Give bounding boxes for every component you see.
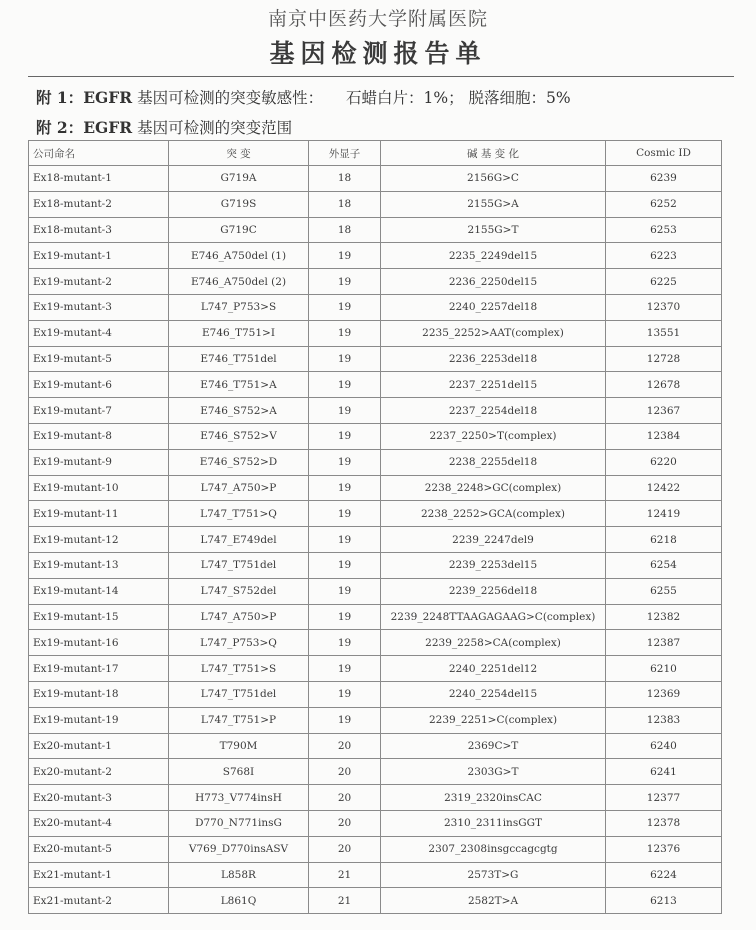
cell-company-name: Ex19-mutant-15: [29, 604, 169, 630]
cell-exon: 20: [309, 785, 381, 811]
table-row: [29, 475, 722, 501]
table-row: [29, 810, 722, 836]
cell-base-change: 2237_2254del18: [381, 398, 606, 424]
cell-mutation: L858R: [169, 862, 309, 888]
cell-exon: 19: [309, 243, 381, 269]
cell-base-change: 2310_2311insGGT: [381, 810, 606, 836]
cell-company-name: Ex20-mutant-5: [29, 836, 169, 862]
cell-cosmic-id: 12728: [606, 346, 722, 372]
cell-cosmic-id: 6255: [606, 578, 722, 604]
cell-exon: 20: [309, 810, 381, 836]
cell-exon: 19: [309, 269, 381, 295]
cell-exon: 19: [309, 501, 381, 527]
range-note: [36, 116, 292, 138]
mutation-table: [28, 140, 722, 914]
note2-text: 基因可检测的突变范围: [137, 119, 293, 137]
cell-exon: 18: [309, 191, 381, 217]
cell-mutation: L861Q: [169, 888, 309, 914]
cell-base-change: 2239_2251>C(complex): [381, 707, 606, 733]
table-row: [29, 681, 722, 707]
table-header-row: [29, 141, 722, 166]
cell-company-name: Ex19-mutant-9: [29, 449, 169, 475]
cell-exon: 19: [309, 604, 381, 630]
cell-company-name: Ex19-mutant-14: [29, 578, 169, 604]
cell-cosmic-id: 6223: [606, 243, 722, 269]
cell-base-change: 2239_2256del18: [381, 578, 606, 604]
cell-exon: 20: [309, 836, 381, 862]
cell-cosmic-id: 6240: [606, 733, 722, 759]
cell-base-change: 2155G>T: [381, 217, 606, 243]
cell-base-change: 2240_2254del15: [381, 681, 606, 707]
cell-company-name: Ex19-mutant-5: [29, 346, 169, 372]
cell-company-name: Ex20-mutant-1: [29, 733, 169, 759]
cell-exon: 19: [309, 707, 381, 733]
cell-mutation: L747_T751del: [169, 552, 309, 578]
cell-mutation: E746_T751del: [169, 346, 309, 372]
header-exon: 外显子: [309, 141, 381, 166]
cell-cosmic-id: 12376: [606, 836, 722, 862]
sensitivity-note: [36, 86, 571, 108]
cell-company-name: Ex19-mutant-8: [29, 423, 169, 449]
cell-company-name: Ex21-mutant-1: [29, 862, 169, 888]
table-row: [29, 862, 722, 888]
table-row: [29, 449, 722, 475]
cell-exon: 19: [309, 346, 381, 372]
cell-exon: 19: [309, 449, 381, 475]
cell-cosmic-id: 6220: [606, 449, 722, 475]
cell-company-name: Ex19-mutant-11: [29, 501, 169, 527]
cell-base-change: 2582T>A: [381, 888, 606, 914]
cell-base-change: 2573T>G: [381, 862, 606, 888]
cell-exon: 19: [309, 398, 381, 424]
cell-company-name: Ex19-mutant-18: [29, 681, 169, 707]
table-row: [29, 630, 722, 656]
cell-company-name: Ex19-mutant-7: [29, 398, 169, 424]
table-row: [29, 501, 722, 527]
cell-mutation: E746_S752>D: [169, 449, 309, 475]
cell-mutation: D770_N771insG: [169, 810, 309, 836]
cell-exon: 19: [309, 552, 381, 578]
cell-exon: 19: [309, 372, 381, 398]
cell-mutation: L747_T751>S: [169, 656, 309, 682]
cell-company-name: Ex19-mutant-17: [29, 656, 169, 682]
cell-company-name: Ex19-mutant-3: [29, 294, 169, 320]
cell-cosmic-id: 12383: [606, 707, 722, 733]
cell-base-change: 2235_2252>AAT(complex): [381, 320, 606, 346]
table-row: [29, 320, 722, 346]
table-row: [29, 759, 722, 785]
cell-base-change: 2369C>T: [381, 733, 606, 759]
cell-mutation: L747_E749del: [169, 527, 309, 553]
cell-mutation: E746_A750del (1): [169, 243, 309, 269]
cell-exon: 19: [309, 681, 381, 707]
cell-cosmic-id: 12367: [606, 398, 722, 424]
cell-exon: 20: [309, 733, 381, 759]
cell-mutation: S768I: [169, 759, 309, 785]
cell-company-name: Ex20-mutant-3: [29, 785, 169, 811]
table-row: [29, 191, 722, 217]
cell-company-name: Ex19-mutant-16: [29, 630, 169, 656]
cell-company-name: Ex19-mutant-13: [29, 552, 169, 578]
cell-base-change: 2303G>T: [381, 759, 606, 785]
table-row: [29, 346, 722, 372]
cell-company-name: Ex19-mutant-4: [29, 320, 169, 346]
cell-base-change: 2237_2250>T(complex): [381, 423, 606, 449]
cell-cosmic-id: 12384: [606, 423, 722, 449]
table-row: [29, 604, 722, 630]
cell-exon: 19: [309, 527, 381, 553]
cell-mutation: E746_S752>V: [169, 423, 309, 449]
cell-mutation: L747_S752del: [169, 578, 309, 604]
cell-company-name: Ex20-mutant-4: [29, 810, 169, 836]
cell-base-change: 2235_2249del15: [381, 243, 606, 269]
cell-cosmic-id: 6241: [606, 759, 722, 785]
table-row: [29, 423, 722, 449]
note2-gene: EGFR: [83, 118, 133, 137]
table-row: [29, 269, 722, 295]
cell-base-change: 2236_2253del18: [381, 346, 606, 372]
cell-cosmic-id: 6210: [606, 656, 722, 682]
cell-cosmic-id: 12422: [606, 475, 722, 501]
cell-exon: 21: [309, 862, 381, 888]
header-divider: [28, 76, 734, 77]
table-row: [29, 836, 722, 862]
cell-cosmic-id: 12378: [606, 810, 722, 836]
cell-company-name: Ex21-mutant-2: [29, 888, 169, 914]
cell-exon: 19: [309, 630, 381, 656]
cell-cosmic-id: 12369: [606, 681, 722, 707]
cell-cosmic-id: 12387: [606, 630, 722, 656]
table-row: [29, 294, 722, 320]
cell-cosmic-id: 6254: [606, 552, 722, 578]
cell-base-change: 2238_2248>GC(complex): [381, 475, 606, 501]
table-row: [29, 217, 722, 243]
cell-base-change: 2240_2251del12: [381, 656, 606, 682]
cell-base-change: 2307_2308insgccagcgtg: [381, 836, 606, 862]
table-row: [29, 552, 722, 578]
cell-cosmic-id: 13551: [606, 320, 722, 346]
cell-mutation: E746_A750del (2): [169, 269, 309, 295]
cell-cosmic-id: 12377: [606, 785, 722, 811]
table-row: [29, 372, 722, 398]
cell-cosmic-id: 6218: [606, 527, 722, 553]
table-row: [29, 166, 722, 192]
table-row: [29, 656, 722, 682]
cell-mutation: E746_T751>I: [169, 320, 309, 346]
cell-exon: 20: [309, 759, 381, 785]
cell-company-name: Ex19-mutant-12: [29, 527, 169, 553]
cell-base-change: 2239_2253del15: [381, 552, 606, 578]
header-company-name: 公司命名: [29, 141, 169, 166]
table-row: [29, 527, 722, 553]
cell-base-change: 2236_2250del15: [381, 269, 606, 295]
cell-base-change: 2237_2251del15: [381, 372, 606, 398]
cell-mutation: G719S: [169, 191, 309, 217]
cell-cosmic-id: 6225: [606, 269, 722, 295]
cell-mutation: H773_V774insH: [169, 785, 309, 811]
cell-cosmic-id: 12419: [606, 501, 722, 527]
cell-exon: 19: [309, 320, 381, 346]
cell-base-change: 2240_2257del18: [381, 294, 606, 320]
table-row: [29, 398, 722, 424]
cell-company-name: Ex18-mutant-2: [29, 191, 169, 217]
cell-cosmic-id: 12678: [606, 372, 722, 398]
cell-exon: 21: [309, 888, 381, 914]
hospital-name: 南京中医药大学附属医院: [267, 8, 488, 30]
cell-base-change: 2155G>A: [381, 191, 606, 217]
cell-company-name: Ex19-mutant-2: [29, 269, 169, 295]
cell-cosmic-id: 6224: [606, 862, 722, 888]
header-cosmic-id: Cosmic ID: [606, 141, 722, 166]
table-body: [29, 166, 722, 914]
cell-company-name: Ex18-mutant-3: [29, 217, 169, 243]
cell-mutation: L747_T751del: [169, 681, 309, 707]
cell-mutation: T790M: [169, 733, 309, 759]
cell-cosmic-id: 6252: [606, 191, 722, 217]
table-row: [29, 785, 722, 811]
note2-prefix: 附 2：: [36, 118, 84, 137]
cell-company-name: Ex19-mutant-10: [29, 475, 169, 501]
note1-paraffin: 石蜡白片：1%；: [346, 89, 464, 107]
cell-company-name: Ex20-mutant-2: [29, 759, 169, 785]
cell-cosmic-id: 12370: [606, 294, 722, 320]
table-row: [29, 578, 722, 604]
cell-exon: 19: [309, 294, 381, 320]
cell-mutation: E746_S752>A: [169, 398, 309, 424]
cell-mutation: L747_T751>P: [169, 707, 309, 733]
note1-gene: EGFR: [83, 88, 133, 107]
cell-mutation: E746_T751>A: [169, 372, 309, 398]
note1-prefix: 附 1：: [36, 88, 84, 107]
cell-cosmic-id: 6253: [606, 217, 722, 243]
header-base-change: 碱 基 变 化: [381, 141, 606, 166]
cell-exon: 18: [309, 166, 381, 192]
cell-cosmic-id: 6239: [606, 166, 722, 192]
table-row: [29, 243, 722, 269]
header-mutation: 突 变: [169, 141, 309, 166]
cell-cosmic-id: 12382: [606, 604, 722, 630]
note1-text: 基因可检测的突变敏感性：: [137, 89, 324, 107]
cell-mutation: G719C: [169, 217, 309, 243]
cell-company-name: Ex18-mutant-1: [29, 166, 169, 192]
cell-company-name: Ex19-mutant-1: [29, 243, 169, 269]
cell-base-change: 2238_2252>GCA(complex): [381, 501, 606, 527]
note1-exfoliated: 脱落细胞：5%: [468, 89, 571, 107]
cell-exon: 18: [309, 217, 381, 243]
cell-cosmic-id: 6213: [606, 888, 722, 914]
cell-base-change: 2319_2320insCAC: [381, 785, 606, 811]
cell-company-name: Ex19-mutant-19: [29, 707, 169, 733]
cell-exon: 19: [309, 475, 381, 501]
table-row: [29, 733, 722, 759]
cell-company-name: Ex19-mutant-6: [29, 372, 169, 398]
cell-mutation: L747_A750>P: [169, 475, 309, 501]
cell-base-change: 2238_2255del18: [381, 449, 606, 475]
cell-base-change: 2239_2247del9: [381, 527, 606, 553]
cell-base-change: 2239_2258>CA(complex): [381, 630, 606, 656]
cell-mutation: L747_T751>Q: [169, 501, 309, 527]
cell-mutation: L747_A750>P: [169, 604, 309, 630]
cell-exon: 19: [309, 578, 381, 604]
cell-base-change: 2239_2248TTAAGAGAAG>C(complex): [381, 604, 606, 630]
cell-mutation: G719A: [169, 166, 309, 192]
cell-mutation: L747_P753>S: [169, 294, 309, 320]
table-row: [29, 707, 722, 733]
cell-base-change: 2156G>C: [381, 166, 606, 192]
cell-mutation: V769_D770insASV: [169, 836, 309, 862]
table-row: [29, 888, 722, 914]
report-title: 基因检测报告单: [269, 39, 487, 68]
cell-exon: 19: [309, 656, 381, 682]
cell-exon: 19: [309, 423, 381, 449]
cell-mutation: L747_P753>Q: [169, 630, 309, 656]
